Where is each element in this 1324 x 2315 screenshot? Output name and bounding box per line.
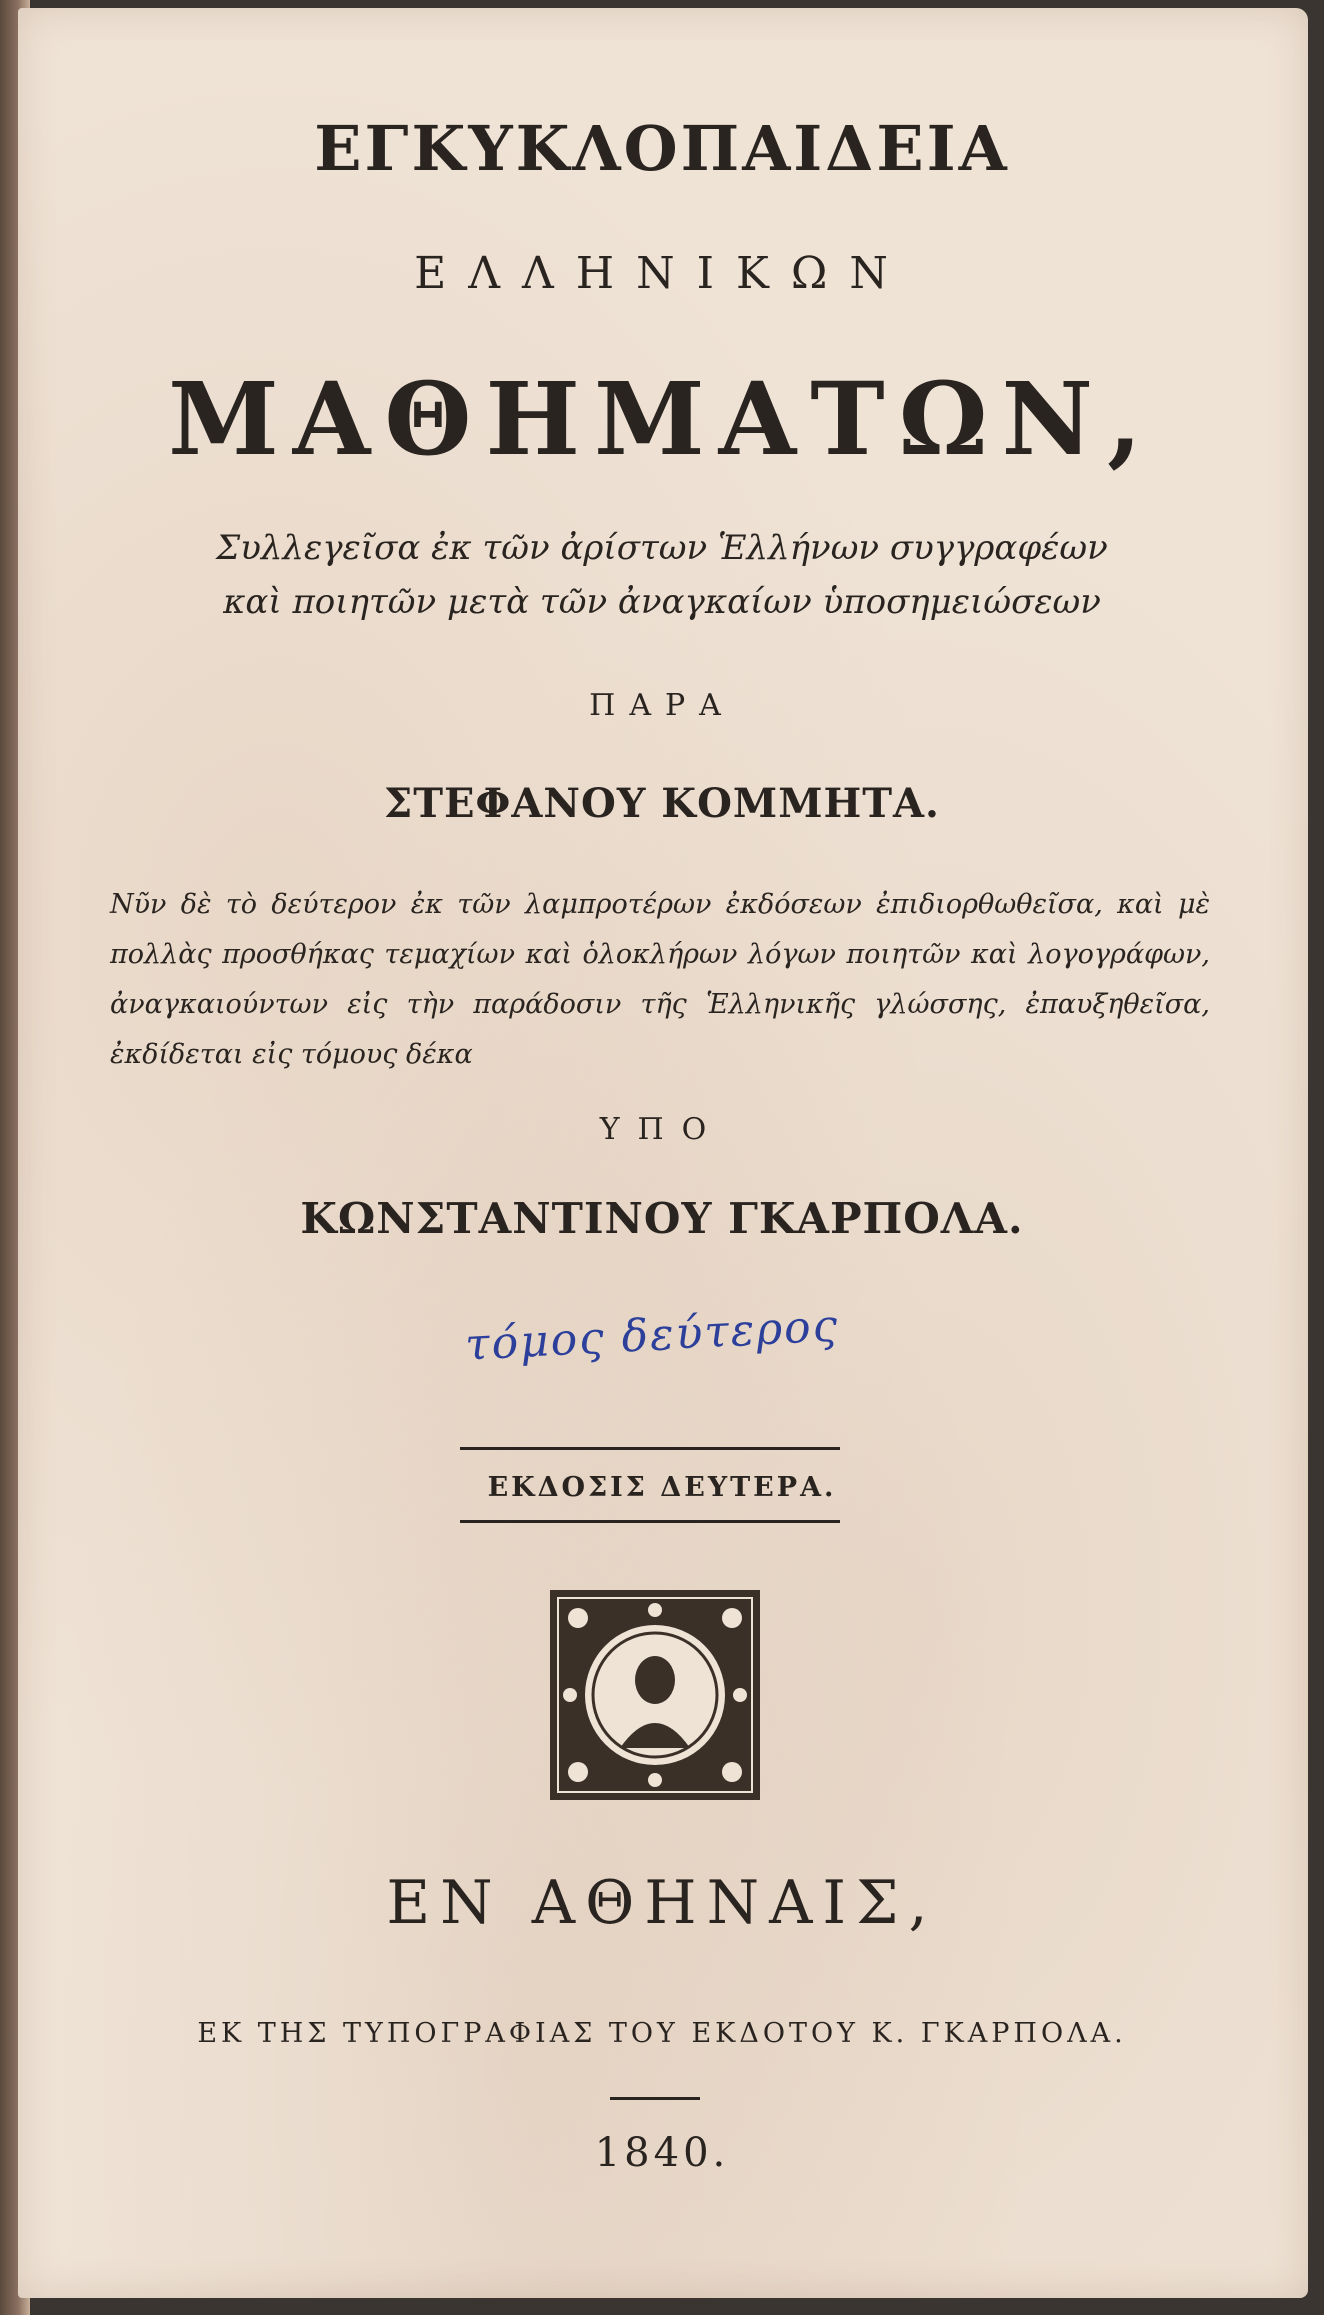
subtitle-line-1: Συλλεγεῖσα ἐκ τῶν ἀρίστων Ἑλλήνων συγγραφέων (216, 528, 1108, 568)
title-page (18, 8, 1308, 2298)
place-of-publication: ΕΝ ΑΘΗΝΑΙΣ, (386, 1868, 938, 1938)
ornament-vignette-icon (548, 1588, 762, 1802)
under-label: ΥΠΟ (599, 1112, 725, 1147)
author-name: ΣΤΕΦΑΝΟΥ ΚΟΜΜΗΤΑ. (384, 780, 940, 827)
printer-line: ΕΚ ΤΗΣ ΤΥΠΟΓΡΑΦΙΑΣ ΤΟΥ ΕΚΔΟΤΟΥ Κ. ΓΚΑΡΠΟΛΑ. (197, 2018, 1127, 2049)
edition-description: Νῦν δὲ τὸ δεύτερον ἐκ τῶν λαμπροτέρων ἐκδόσεων ἐπιδιορθωθεῖσα, καὶ μὲ πολλὰς προσθήκας τεμαχίων καὶ ὁλοκλήρων λόγων ποιητῶν καὶ λογογράφων, ἀναγκαιούντων εἰς τὴν παράδοσιν τῆς Ἑλληνικῆς γλώσσης, ἐπαυξηθεῖσα, ἐκδίδεται εἰς τόμους δέκα (110, 889, 1210, 1070)
edition-rule-top (460, 1447, 840, 1450)
subtitle-line-2: καὶ ποιητῶν μετὰ τῶν ἀναγκαίων ὑποσημειώσεων (223, 582, 1101, 622)
by-label: ΠΑΡΑ (589, 688, 735, 723)
title-line-2: ΕΛΛΗΝΙΚΩΝ (414, 248, 910, 299)
year-rule (610, 2097, 700, 2100)
edition-label: ΕΚΔΟΣΙΣ ΔΕΥΤΕΡΑ. (487, 1472, 837, 1503)
editor-name: ΚΩΝΣΤΑΝΤΙΝΟΥ ΓΚΑΡΠΟΛΑ. (300, 1194, 1024, 1243)
title-line-3: ΜΑΘΗΜΑΤΩΝ, (168, 360, 1156, 478)
publication-year: 1840. (594, 2130, 730, 2176)
handwritten-note: τόμος δεύτερος (463, 1300, 841, 1371)
edition-rule-bottom (460, 1520, 840, 1523)
title-line-1: ΕΓΚΥΚΛΟΠΑΙΔΕΙΑ (314, 112, 1010, 185)
